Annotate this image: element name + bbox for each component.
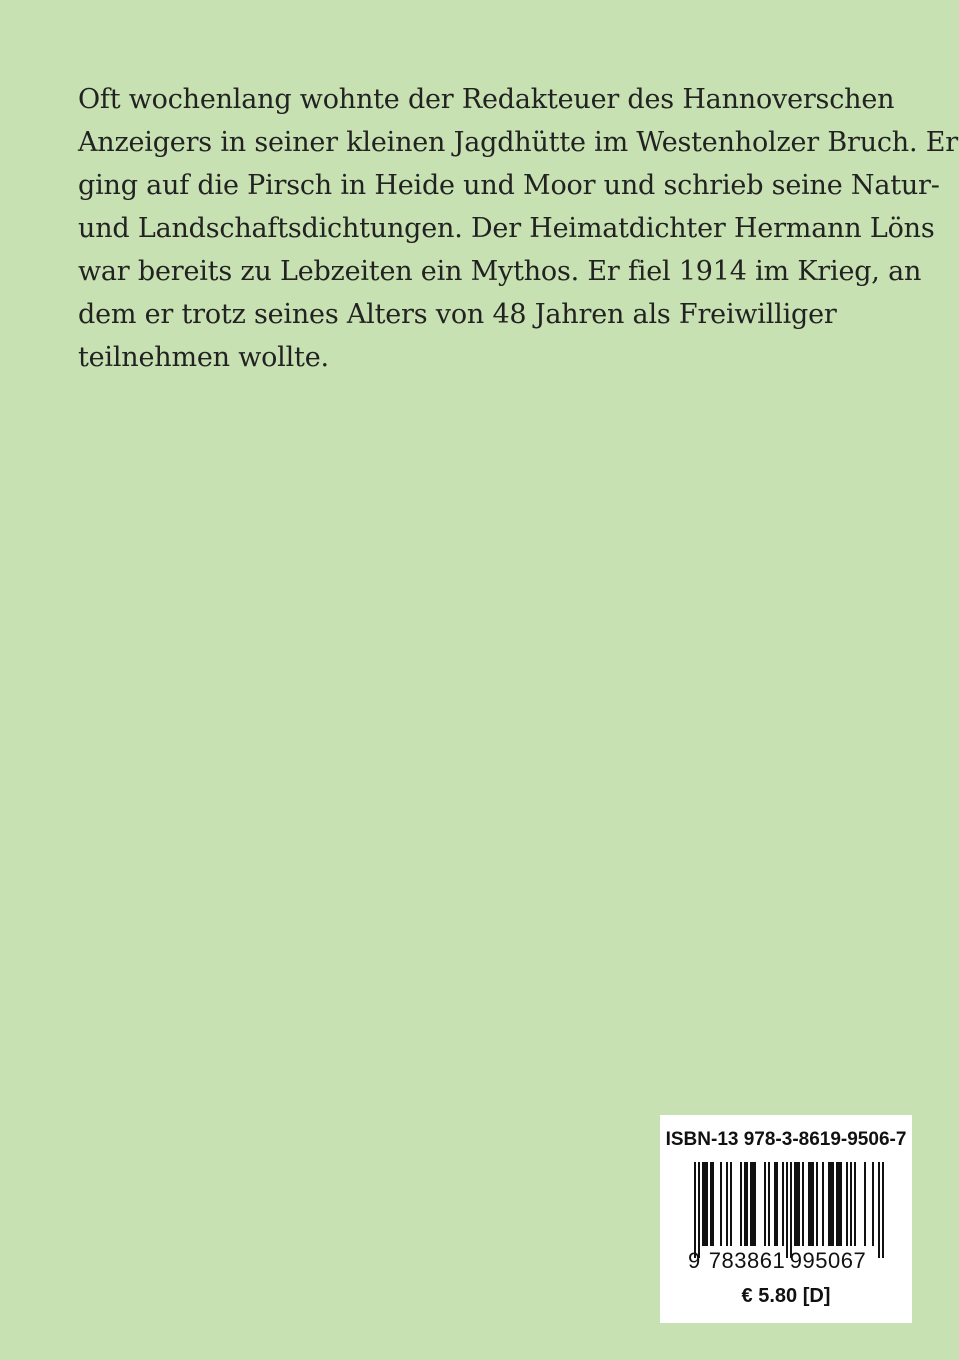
barcode-bar: [836, 1162, 842, 1246]
barcode-guard-bar: [882, 1162, 884, 1258]
blurb-line: und Landschaftsdichtungen. Der Heimatdichter Hermann Löns: [78, 213, 935, 244]
barcode-bar: [850, 1162, 852, 1246]
blurb-line: Oft wochenlang wohnte der Redakteuer des Hannoverschen: [78, 84, 895, 115]
barcode-bar: [744, 1162, 748, 1246]
barcode-guard-bar: [878, 1162, 880, 1258]
barcode-digit-first: 9: [688, 1248, 701, 1272]
barcode-bars: [694, 1162, 884, 1258]
back-cover-blurb: [78, 78, 958, 379]
barcode-bar: [846, 1162, 848, 1246]
barcode-digits-left: 783861: [708, 1248, 786, 1272]
barcode-bar: [864, 1162, 866, 1246]
barcode-box: [660, 1115, 912, 1323]
barcode-bar: [740, 1162, 742, 1246]
barcode-bar: [828, 1162, 834, 1246]
barcode-bar: [854, 1162, 856, 1246]
barcode-bar: [750, 1162, 756, 1246]
barcode-bar: [710, 1162, 714, 1246]
barcode-bar: [872, 1162, 874, 1246]
blurb-line: war bereits zu Lebzeiten ein Mythos. Er fiel 1914 im Krieg, an: [78, 256, 922, 287]
isbn-label: ISBN-13 978-3-8619-9506-7: [665, 1129, 907, 1150]
blurb-line: teilnehmen wollte.: [78, 342, 329, 373]
blurb-line: Anzeigers in seiner kleinen Jagdhütte im Westenholzer Bruch. Er: [78, 127, 958, 158]
blurb-line: ging auf die Pirsch in Heide und Moor und schrieb seine Natur-: [78, 170, 940, 201]
barcode-digits-right: 995067: [789, 1248, 867, 1272]
barcode-bar: [808, 1162, 814, 1246]
barcode-guard-bar: [694, 1162, 696, 1258]
barcode-bar: [726, 1162, 728, 1246]
barcode-bar: [720, 1162, 722, 1246]
barcode-bar: [730, 1162, 732, 1246]
barcode-bar: [802, 1162, 804, 1246]
barcode-bar: [816, 1162, 818, 1246]
barcode-bar: [702, 1162, 708, 1246]
barcode-guard-bar: [790, 1162, 792, 1258]
barcode-image: [682, 1162, 892, 1272]
barcode-bar: [822, 1162, 824, 1246]
price-label: € 5.80 [D]: [741, 1285, 831, 1307]
barcode-bar: [774, 1162, 778, 1246]
barcode-bar: [782, 1162, 784, 1246]
barcode-guard-bar: [786, 1162, 788, 1258]
barcode-bar: [764, 1162, 766, 1246]
barcode-guard-bar: [698, 1162, 700, 1258]
barcode-bar: [768, 1162, 770, 1246]
barcode-bar: [794, 1162, 800, 1246]
blurb-line: dem er trotz seines Alters von 48 Jahren als Freiwilliger: [78, 299, 837, 330]
